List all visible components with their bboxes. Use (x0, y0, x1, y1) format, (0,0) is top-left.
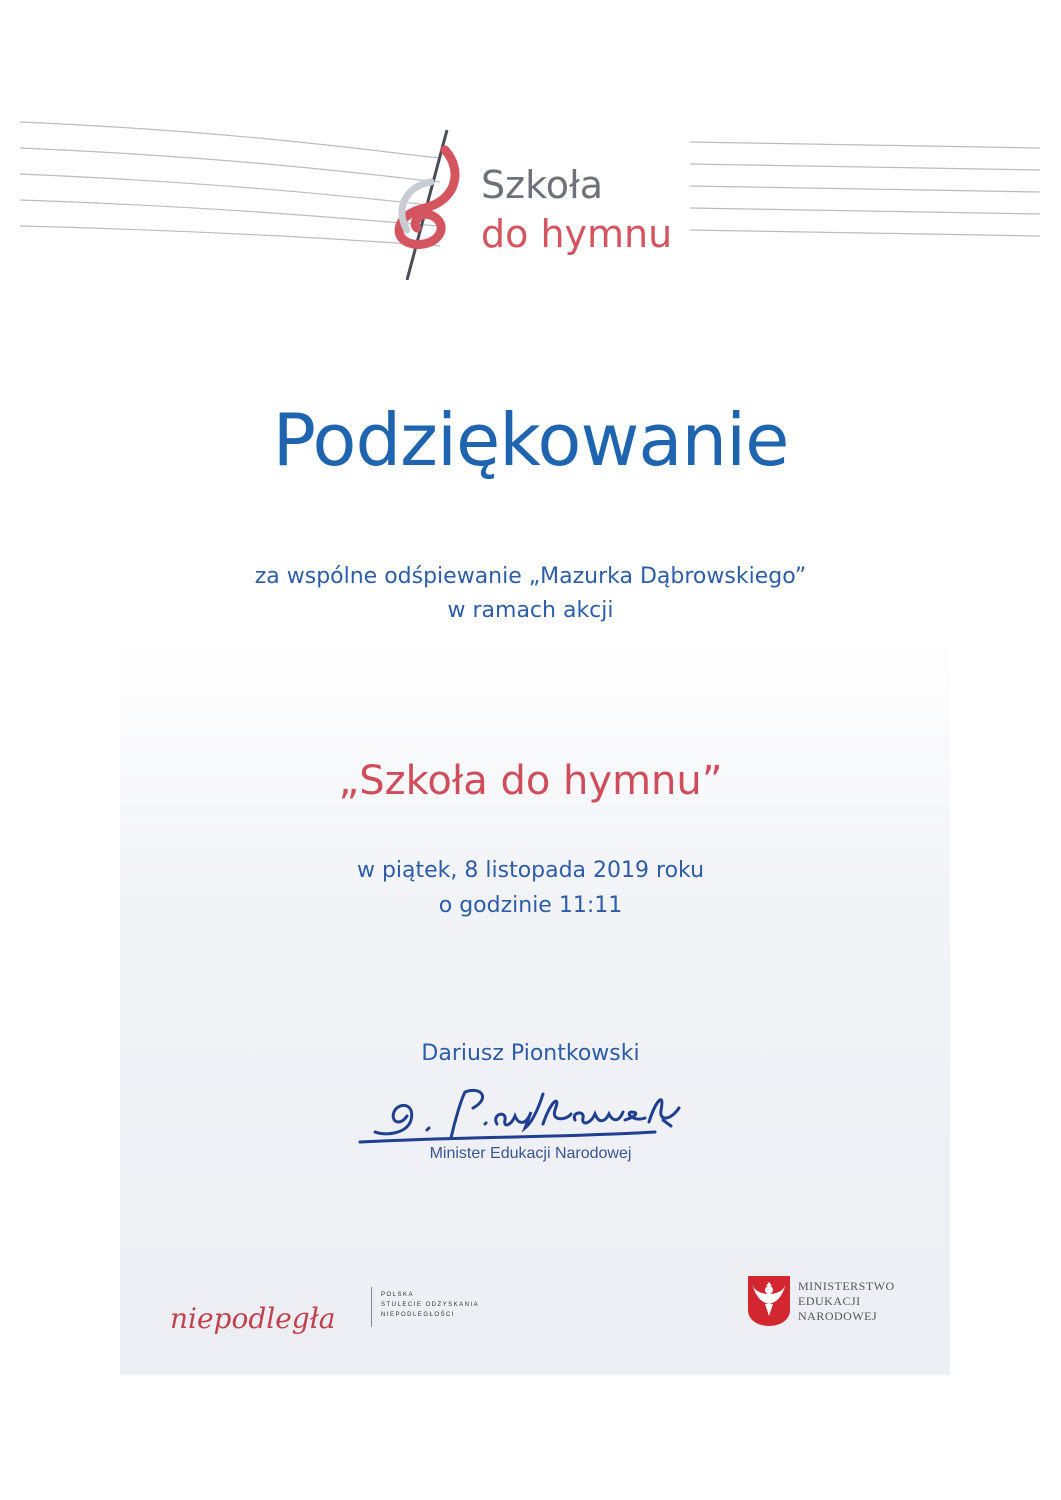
event-date: w piątek, 8 listopada 2019 roku (356, 858, 705, 883)
niepodlegla-caption-line: NIEPODLEGŁOŚCI (381, 1312, 456, 1318)
thanks-text-line1: za wspólne odśpiewanie „Mazurka Dąbrowskiego” (254, 564, 807, 589)
niepodlegla-caption (381, 1290, 479, 1320)
signatory-role: Minister Edukacji Narodowej (429, 1145, 632, 1162)
footer-divider (371, 1287, 372, 1327)
treble-clef-icon (385, 130, 465, 280)
signatory-name: Dariusz Piontkowski (421, 1041, 640, 1066)
ministry-name-line: MINISTERSTWO (798, 1279, 895, 1293)
niepodlegla-logo (170, 1288, 370, 1348)
niepodlegla-caption-line: POLSKA (381, 1292, 415, 1298)
niepodlegla-logo-text: niepodległa (170, 1302, 336, 1335)
logo-text-line1: Szkoła (481, 163, 604, 207)
ministry-name (798, 1279, 895, 1324)
niepodlegla-caption-line: STULECIE ODZYSKANIA (381, 1302, 480, 1308)
ministry-name-line: NARODOWEJ (798, 1309, 878, 1323)
event-time: o godzinie 11:11 (438, 893, 623, 918)
action-name: „Szkoła do hymnu” (338, 758, 723, 804)
polish-eagle-icon (748, 1276, 790, 1326)
thanks-text-line2: w ramach akcji (447, 598, 614, 623)
ministry-name-line: EDUKACJI (798, 1294, 861, 1308)
logo-text-line2: do hymnu (481, 212, 673, 256)
handwritten-signature (355, 1080, 700, 1150)
certificate-title: Podziękowanie (272, 398, 789, 482)
